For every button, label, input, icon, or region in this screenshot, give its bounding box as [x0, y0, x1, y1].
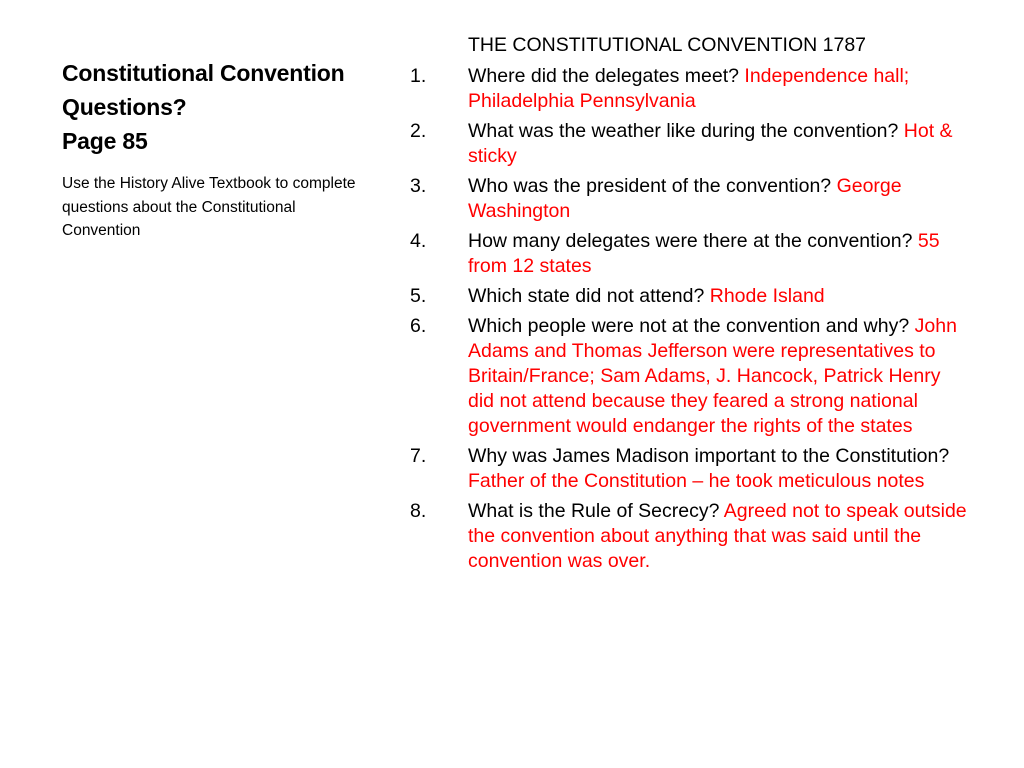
question-text: What was the weather like during the convention?	[468, 120, 904, 142]
answer-text: Father of the Constitution – he took meticulous notes	[468, 470, 925, 492]
answer-text: 55 from 12 states	[468, 230, 940, 277]
question-number: 7.	[410, 445, 427, 467]
question-number: 4.	[410, 230, 427, 252]
question-text: How many delegates were there at the convention?	[468, 230, 918, 252]
question-number: 6.	[410, 315, 427, 337]
question-list	[410, 64, 970, 574]
question-item	[410, 499, 970, 574]
title-line: Constitutional Convention	[62, 60, 345, 86]
question-text: Why was James Madison important to the Constitution?	[468, 445, 950, 467]
title-line: Questions?	[62, 94, 187, 120]
answer-text: Independence hall; Philadelphia Pennsylvania	[468, 65, 910, 112]
right-panel	[410, 33, 970, 579]
question-item	[410, 64, 970, 114]
question-number: 2.	[410, 120, 427, 142]
question-text: Which state did not attend?	[468, 285, 710, 307]
question-text: What is the Rule of Secrecy?	[468, 500, 724, 522]
question-item	[410, 174, 970, 224]
question-number: 3.	[410, 175, 427, 197]
question-text: Which people were not at the convention and why?	[468, 315, 915, 337]
answer-text: Hot & sticky	[468, 120, 953, 167]
content-heading: THE CONSTITUTIONAL CONVENTION 1787	[468, 34, 867, 56]
question-item	[410, 119, 970, 169]
question-number: 1.	[410, 65, 427, 87]
answer-text: John Adams and Thomas Jefferson were representatives to Britain/France; Sam Adams, J. Hancock, Patrick Henry did not attend because they feared a strong national government would endanger the rights of the states	[468, 315, 957, 437]
slide-title	[62, 56, 382, 158]
answer-text: Agreed not to speak outside the convention about anything that was said until the convention was over.	[468, 500, 967, 572]
question-text: Who was the president of the convention?	[468, 175, 837, 197]
question-text: Where did the delegates meet?	[468, 65, 745, 87]
question-number: 8.	[410, 500, 427, 522]
answer-text: Rhode Island	[709, 285, 825, 307]
question-item	[410, 314, 970, 439]
question-item	[410, 229, 970, 279]
question-item	[410, 284, 970, 309]
left-panel	[62, 56, 382, 243]
question-item	[410, 444, 970, 494]
question-number: 5.	[410, 285, 427, 307]
slide-subtitle: Use the History Alive Textbook to complete questions about the Constitutional Convention	[62, 175, 356, 239]
answer-text: George Washington	[468, 175, 902, 222]
title-line: Page 85	[62, 128, 148, 154]
